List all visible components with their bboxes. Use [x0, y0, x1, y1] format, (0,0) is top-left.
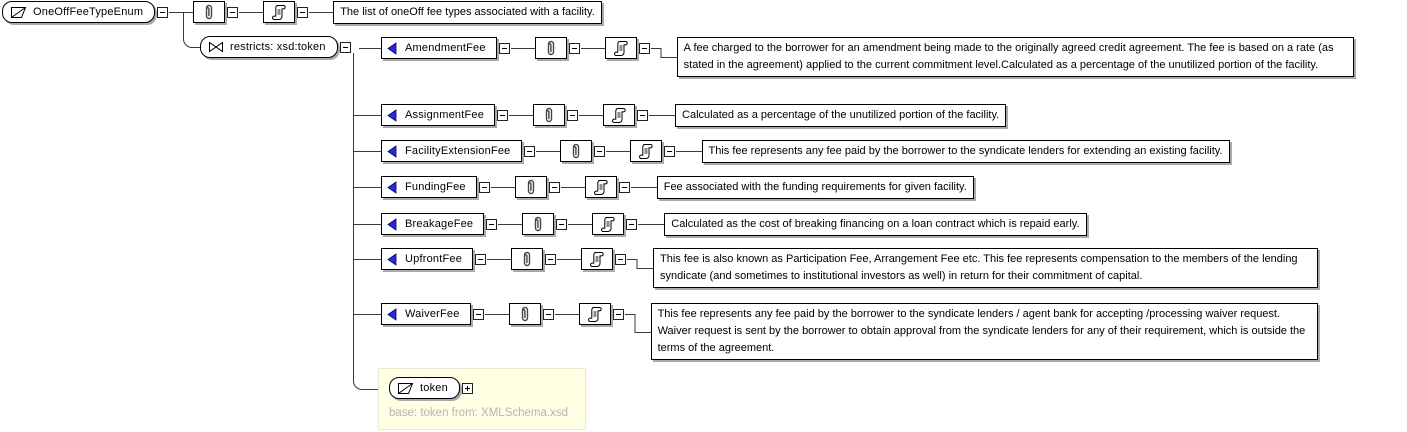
- collapse-button[interactable]: [569, 43, 580, 54]
- scroll-icon: [638, 143, 654, 160]
- connector-line: [557, 259, 581, 260]
- enum-marker-icon: [387, 181, 397, 194]
- annotation-box[interactable]: [560, 140, 592, 162]
- connector-line: [309, 12, 333, 13]
- paperclip-icon: [570, 142, 582, 160]
- collapse-button[interactable]: [594, 146, 605, 157]
- enum-documentation-text[interactable]: This fee is also known as Participation Fee, Arrangement Fee etc. This fee represents compensation to the members of the lending syndicate (and sometimes to institutional investors as well) in return for their commitment of capital.: [653, 248, 1318, 288]
- enum-documentation-text[interactable]: Calculated as a percentage of the unutilized portion of the facility.: [675, 104, 1006, 127]
- scroll-icon: [600, 216, 616, 233]
- connector-line: [509, 115, 533, 116]
- collapse-button[interactable]: [297, 7, 308, 18]
- connector-elbow: [651, 37, 677, 60]
- scroll-icon: [613, 40, 629, 57]
- enum-marker-icon: [387, 308, 397, 321]
- collapse-button[interactable]: [157, 7, 168, 18]
- enum-value-box[interactable]: [381, 104, 495, 126]
- root-type-label: OneOffFeeTypeEnum: [33, 6, 144, 18]
- connector-line: [581, 48, 605, 49]
- connector-line: [491, 187, 515, 188]
- collapse-button[interactable]: [613, 309, 624, 320]
- connector-line: [487, 259, 511, 260]
- collapse-button[interactable]: [473, 309, 484, 320]
- annotation-box[interactable]: [515, 176, 547, 198]
- connector-line: [498, 224, 522, 225]
- connector-elbow: [625, 303, 651, 335]
- restriction-row: [200, 36, 352, 58]
- tree-connector: [353, 314, 381, 315]
- enum-value-label: AssignmentFee: [405, 109, 485, 121]
- collapse-button[interactable]: [524, 146, 535, 157]
- enum-value-box[interactable]: [381, 140, 522, 162]
- annotation-box[interactable]: [509, 303, 541, 325]
- collapse-button[interactable]: [227, 7, 238, 18]
- paperclip-icon: [525, 178, 537, 196]
- documentation-box[interactable]: [630, 140, 662, 162]
- enum-value-box[interactable]: [381, 248, 473, 270]
- paperclip-icon: [203, 3, 215, 21]
- expand-button[interactable]: [462, 383, 473, 394]
- restriction-box[interactable]: [200, 36, 338, 58]
- collapse-button[interactable]: [626, 219, 637, 230]
- documentation-box[interactable]: [581, 248, 613, 270]
- restriction-label: restricts: xsd:token: [230, 41, 326, 53]
- tree-connector: [353, 224, 381, 225]
- collapse-button[interactable]: [340, 42, 351, 53]
- enum-documentation-text[interactable]: This fee represents any fee paid by the borrower to the syndicate lenders for extending an existing facility.: [702, 140, 1230, 163]
- enum-value-box[interactable]: [381, 303, 471, 325]
- documentation-box[interactable]: [263, 1, 295, 23]
- documentation-box[interactable]: [585, 176, 617, 198]
- enum-value-label: UpfrontFee: [405, 253, 463, 265]
- collapse-button[interactable]: [639, 43, 650, 54]
- base-type-box[interactable]: [389, 377, 460, 399]
- enum-marker-icon: [387, 42, 397, 55]
- collapse-button[interactable]: [619, 182, 630, 193]
- enum-row: [381, 37, 1354, 77]
- enum-value-box[interactable]: [381, 213, 484, 235]
- scroll-icon: [593, 179, 609, 196]
- connector-line: [579, 115, 603, 116]
- root-type-row: [2, 1, 602, 24]
- simple-type-icon: [397, 382, 414, 395]
- enum-documentation-text[interactable]: Fee associated with the funding requirements for given facility.: [657, 176, 974, 199]
- scroll-icon: [611, 107, 627, 124]
- enum-value-box[interactable]: [381, 37, 497, 59]
- connector-line: [568, 224, 592, 225]
- tree-connector: [359, 48, 381, 49]
- paperclip-icon: [519, 305, 531, 323]
- tree-connector: [353, 259, 381, 260]
- restriction-icon: [208, 41, 224, 53]
- connector-line: [239, 12, 263, 13]
- tree-connector: [353, 53, 379, 390]
- scroll-icon: [271, 4, 287, 21]
- connector-line: [511, 48, 535, 49]
- enum-value-label: AmendmentFee: [405, 42, 486, 54]
- enum-value-box[interactable]: [381, 176, 477, 198]
- collapse-button[interactable]: [637, 110, 648, 121]
- enum-documentation-text[interactable]: This fee represents any fee paid by the borrower to the syndicate lenders / agent bank for accepting /processing waiver request. Waiver request is sent by the borrower to obtain approval from the syndicate lenders for any of their requirement, which is outside the terms of the agreement.: [651, 303, 1318, 360]
- base-type-panel: [378, 368, 586, 430]
- collapse-button[interactable]: [615, 254, 626, 265]
- collapse-button[interactable]: [556, 219, 567, 230]
- collapse-button[interactable]: [664, 146, 675, 157]
- documentation-box[interactable]: [605, 37, 637, 59]
- scroll-icon: [589, 251, 605, 268]
- collapse-button[interactable]: [549, 182, 560, 193]
- enum-row: [381, 303, 1318, 360]
- root-type-box[interactable]: [2, 1, 155, 23]
- documentation-box[interactable]: [579, 303, 611, 325]
- connector-elbow: [627, 248, 653, 271]
- enum-documentation-text[interactable]: Calculated as the cost of breaking financing on a loan contract which is repaid early.: [664, 213, 1086, 236]
- collapse-button[interactable]: [567, 110, 578, 121]
- annotation-box[interactable]: [535, 37, 567, 59]
- root-documentation-text[interactable]: The list of oneOff fee types associated with a facility.: [333, 1, 602, 24]
- enum-marker-icon: [387, 145, 397, 158]
- enum-marker-icon: [387, 109, 397, 122]
- documentation-box[interactable]: [592, 213, 624, 235]
- enum-value-label: FacilityExtensionFee: [405, 145, 511, 157]
- enum-row: [381, 248, 1318, 288]
- enum-marker-icon: [387, 218, 397, 231]
- connector-line: [536, 151, 560, 152]
- connector-line: [555, 314, 579, 315]
- tree-connector: [183, 12, 201, 48]
- tree-connector: [353, 115, 381, 116]
- enum-value-label: WaiverFee: [405, 308, 460, 320]
- connector-line: [606, 151, 630, 152]
- collapse-button[interactable]: [497, 110, 508, 121]
- collapse-button[interactable]: [479, 182, 490, 193]
- connector-line: [485, 314, 509, 315]
- base-type-note: base: token from: XMLSchema.xsd: [389, 407, 568, 419]
- annotation-box[interactable]: [533, 104, 565, 126]
- collapse-button[interactable]: [486, 219, 497, 230]
- enum-marker-icon: [387, 253, 397, 266]
- scroll-icon: [587, 306, 603, 323]
- annotation-box[interactable]: [511, 248, 543, 270]
- documentation-box[interactable]: [603, 104, 635, 126]
- collapse-button[interactable]: [545, 254, 556, 265]
- paperclip-icon: [521, 250, 533, 268]
- collapse-button[interactable]: [543, 309, 554, 320]
- enum-documentation-text[interactable]: A fee charged to the borrower for an amendment being made to the originally agreed credit agreement. The fee is based on a rate (as stated in the agreement) applied to the current commitment level.Calculated as a percentage of the unutilized portion of the facility.: [677, 37, 1354, 77]
- paperclip-icon: [532, 215, 544, 233]
- annotation-box[interactable]: [522, 213, 554, 235]
- paperclip-icon: [543, 106, 555, 124]
- collapse-button[interactable]: [499, 43, 510, 54]
- tree-connector: [353, 187, 381, 188]
- connector-line: [561, 187, 585, 188]
- enum-value-label: BreakageFee: [405, 218, 474, 230]
- base-type-label: token: [420, 382, 448, 394]
- tree-connector: [353, 151, 381, 152]
- simple-type-icon: [10, 6, 27, 19]
- enum-value-label: FundingFee: [405, 181, 466, 193]
- paperclip-icon: [545, 39, 557, 57]
- collapse-button[interactable]: [475, 254, 486, 265]
